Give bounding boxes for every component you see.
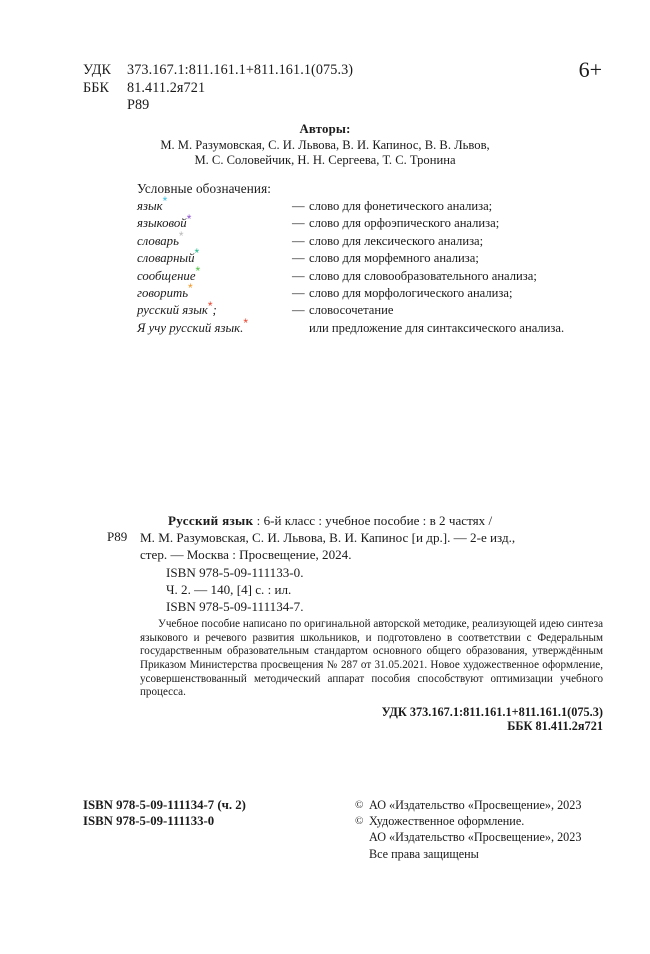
- authors-heading: Авторы:: [299, 122, 351, 136]
- legend-description-phonetic: слово для фонетического анализа;: [309, 199, 493, 213]
- asterisk-icon: *: [178, 229, 184, 244]
- bibliographic-record: [107, 512, 604, 734]
- copyright-group: [355, 797, 581, 862]
- legend-term-phrase: [137, 298, 292, 319]
- legend-dash: —: [292, 199, 305, 213]
- bib-isbn-part: ISBN 978-5-09-111134-7.: [166, 599, 304, 615]
- age-rating-mark: 6+: [578, 57, 602, 82]
- footer-isbn-main: ISBN 978-5-09-111133-0: [83, 814, 215, 829]
- legend-row-wordformation: [137, 263, 564, 285]
- bib-udk: УДК 373.167.1:811.161.1+811.161.1(075.3): [381, 704, 603, 719]
- bib-part-line: Ч. 2. — 140, [4] с. : ил.: [166, 581, 292, 597]
- legend-term-syntactic: [137, 315, 292, 337]
- legend-block: [137, 180, 564, 337]
- bib-bbk: ББК 81.411.2я721: [507, 719, 603, 734]
- legend-dash: —: [292, 268, 305, 283]
- legend-term-text: русский язык: [137, 303, 208, 318]
- copyright-text-publisher: АО «Издательство «Просвещение», 2023: [369, 798, 582, 812]
- legend-row-orthoepic: [137, 211, 564, 232]
- bib-imprint-line: стер. — Москва : Просвещение, 2024.: [140, 547, 352, 563]
- copyright-icon: ©: [355, 815, 364, 828]
- legend-term-text: словарный: [137, 251, 195, 266]
- legend-term-suffix: ;: [212, 303, 217, 318]
- legend-term-phonetic: [137, 194, 292, 215]
- authors-line-1: М. М. Разумовская, С. И. Львова, В. И. Капинос, В. В. Львов,: [160, 137, 490, 152]
- asterisk-icon: *: [162, 194, 168, 209]
- bbk-value: 81.411.2я721: [127, 79, 206, 96]
- asterisk-icon: *: [186, 211, 192, 226]
- legend-term-text: говорить: [137, 285, 189, 300]
- legend-description-morphological: слово для морфологического анализа;: [309, 285, 513, 300]
- legend-dash: —: [292, 285, 305, 300]
- legend-dash: —: [292, 216, 305, 231]
- authors-line-2: М. С. Соловейчик, Н. Н. Сергеева, Т. С. Тронина: [194, 153, 456, 168]
- asterisk-icon: *: [194, 246, 200, 261]
- legend-term-text: Я учу русский язык.: [137, 320, 244, 335]
- copyright-text-reserved: Все права защищены: [369, 846, 479, 861]
- copyright-row-reserved: [355, 846, 581, 862]
- legend-term-text: языковой: [137, 216, 187, 231]
- bib-body: [140, 512, 604, 734]
- legend-heading: Условные обозначения:: [137, 181, 271, 196]
- classification-row-bbk: [83, 80, 353, 98]
- index-value: Р89: [127, 97, 150, 113]
- bib-title-rest: : 6-й класс : учебное пособие : в 2 частях /: [253, 513, 493, 528]
- bib-isbn-main: ISBN 978-5-09-111133-0.: [166, 564, 304, 580]
- udk-label: УДК: [83, 62, 112, 78]
- authors-block: [0, 122, 650, 169]
- legend-description-syntactic: или предложение для синтаксического анализа.: [309, 320, 565, 335]
- classification-row-udk: [83, 62, 353, 80]
- legend-term-morphemic: [137, 246, 292, 267]
- bib-title-line: [140, 512, 604, 529]
- asterisk-icon: *: [207, 298, 213, 313]
- asterisk-icon: *: [188, 281, 193, 296]
- legend-dash: —: [292, 303, 305, 318]
- bib-title-main: Русский язык: [168, 513, 254, 528]
- legend-row-phrase: [137, 298, 564, 319]
- bib-classification-codes: [140, 705, 603, 734]
- legend-row-phonetic: [137, 194, 564, 215]
- legend-description-phrase: словосочетание: [309, 303, 394, 318]
- annotation-text: Учебное пособие написано по оригинальной авторской методике, реализующей идею синтеза языкового и речевого развития школьников, и подготовлено в соответствии с Федеральным государственным образовательным стандартом основного общего образования, утверждённым Приказом Министерства просвещения № 287 от 31.05.2021. Новое художественное оформление, усовершенствованный методический аппарат пособия способствуют оптимизации учебного процесса.: [140, 618, 603, 699]
- legend-dash: —: [292, 233, 305, 248]
- footer-isbn-group: [83, 797, 355, 862]
- legend-term-wordformation: [137, 263, 292, 285]
- legend-row-syntactic: [137, 315, 565, 337]
- footer-isbn-part: ISBN 978-5-09-111134-7 (ч. 2): [83, 798, 246, 812]
- asterisk-icon: *: [195, 263, 201, 278]
- legend-description-orthoepic: слово для орфоэпического анализа;: [309, 216, 500, 231]
- footer-block: [83, 797, 620, 862]
- legend-row-lexical: [137, 229, 564, 250]
- legend-term-morphological: [137, 281, 292, 302]
- classification-block: [83, 62, 353, 115]
- bib-authors-line: М. М. Разумовская, С. И. Львова, В. И. Капинос [и др.]. — 2-е изд.,: [140, 530, 516, 546]
- asterisk-icon: *: [243, 315, 248, 330]
- legend-dash: —: [292, 251, 305, 266]
- legend-description-morphemic: слово для морфемного анализа;: [309, 251, 479, 266]
- copyright-row-design-publisher: [355, 829, 581, 845]
- legend-row-morphemic: [137, 246, 564, 267]
- legend-term-text: язык: [137, 199, 163, 213]
- copyright-icon: ©: [355, 799, 364, 811]
- classification-row-index: [83, 97, 353, 115]
- legend-description-lexical: слово для лексического анализа;: [309, 233, 484, 248]
- copyright-text-design-publisher: АО «Издательство «Просвещение», 2023: [369, 830, 582, 845]
- legend-description-wordformation: слово для словообразовательного анализа;: [309, 268, 537, 283]
- bib-index-code: Р89: [107, 529, 128, 544]
- copyright-row-publisher: [355, 797, 581, 813]
- copyright-text-design: Художественное оформление.: [369, 814, 525, 829]
- bib-annotation: [140, 618, 603, 700]
- legend-row-morphological: [137, 281, 564, 302]
- legend-term-text: сообщение: [137, 268, 196, 283]
- legend-term-lexical: [137, 229, 292, 250]
- legend-term-text: словарь: [137, 233, 179, 248]
- legend-term-orthoepic: [137, 211, 292, 232]
- bbk-label: ББК: [83, 79, 110, 96]
- udk-value: 373.167.1:811.161.1+811.161.1(075.3): [127, 62, 354, 78]
- copyright-row-design: [355, 813, 581, 829]
